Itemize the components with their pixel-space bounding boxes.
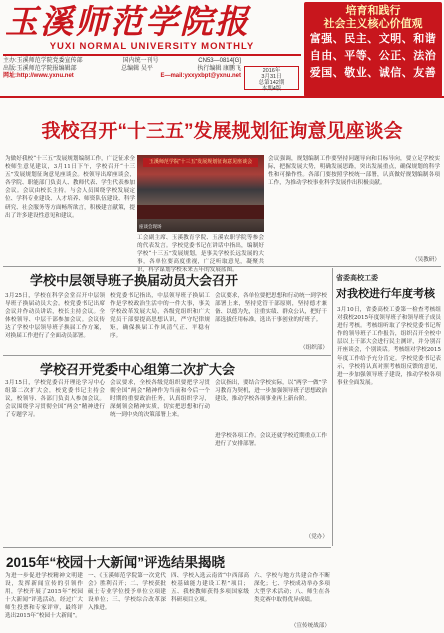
masthead-title: 玉溪师范学院报 [5, 2, 250, 41]
article3-column-2: 会议要求，全校各级党组织要把学习贯彻全国“两会”精神作为当前和今后一个时期的重要政治任务，认真组织学习，深刻领会精神实质，切实把思想和行动统一到中央的决策部署上来。 [110, 380, 210, 419]
issue-date: 3月31日 [261, 74, 282, 80]
article1-column-1: 为做好我校“十三五”发展规划编制工作，广泛征求全校师生意见建议，3月11日下午，学校召开“十三五”发展规划征询意见座谈会。校领导出席座谈会，各学院、职能部门负责人、教师代表、学生代表参加会议。会议由校长主持。与会人员围绕学校发展定位、学科专业建设、人才培养、师资队伍建设、科学研究、社会服务等方面畅所欲言，积极建言献策，提出了许多建设性意见和建议。 [5, 156, 135, 219]
values-title-line2: 社会主义核心价值观 [323, 18, 423, 30]
vertical-divider [332, 268, 333, 546]
article5-headline: 2015年“校园十大新闻”评选结果揭晓 [6, 555, 226, 570]
article1-photo [137, 155, 264, 232]
article5-column-1: 为进一步促进学校精神文明建设，发挥新闻宣传的引领作用，学校开展了2015年“校园十大新闻”评选活动。经过广大师生投票和专家评审，最终评选出2015年“校园十大新闻”。 [5, 573, 83, 620]
serial-number: CN53—0814[G] [198, 58, 241, 64]
article4-subhead: 省委高校工委 [336, 275, 378, 282]
article4-column: 3月10日，省委高校工委第一检查考核组对我校2015年度领导班子和领导班子成员进行考核。考核组听取了学校党委书记所作的领导班子工作报告，组织召开全校中层以上干部大会进行民主测评，并分别召开座谈会，个别谈话。考核组对学校2015年度工作给予充分肯定。学校党委书记表示，学校将认真对照考核组反馈的意见，进一步加强领导班子建设，推动学校各项事业全面发展。 [337, 307, 441, 386]
editorial-label: 出版:玉溪师范学院报编辑部 [3, 65, 77, 72]
article2-column-3: 会议要求，各单位要把思想和行动统一到学校部署上来，坚持党管干部原则，坚持德才兼备、以德为先，注重实绩、群众公认，把好干部选拔任用标准，选出干事创业的好班子。 [215, 293, 327, 324]
website-link[interactable]: 网址:http://www.yxnu.net [3, 73, 74, 79]
article1-photo-desk [137, 205, 264, 219]
article2-headline: 学校中层领导班子换届动员大会召开 [30, 273, 239, 288]
article1-column-2: 工会副主席、玉溪教育学院、玉溪农职学院等参会的代表发言。学校党委书记在讲话中指出，编制好学校“十三五”发展规划，是事关学校长远发展的大事，各单位要高度重视，广泛听取意见，凝聚共识，科学谋划学校未来五年的发展蓝图。 [137, 235, 264, 274]
article2-column-2: 校党委书记指出，中层领导班子换届工作是学校政治生活中的一件大事，事关学校改革发展大局，各级党组织和广大党员干部要提高思想认识，严守纪律规矩，确保换届工作风清气正、平稳有序。 [110, 293, 210, 340]
publisher-label: 主办:玉溪师范学院党委宣传部 [3, 58, 83, 64]
issue-pages: 本期4版 [261, 86, 282, 92]
issue-year: 2016年 [262, 68, 281, 74]
values-row-2: 自由、平等、公正、法治 [309, 50, 437, 62]
issue-total: 总第142期 [258, 80, 285, 86]
article5-column-3: 四、学校入选云南省“中西部高校基础能力建设工程”项目；五、我校教师获得多项国家级科研项目立项。 [171, 573, 249, 604]
article5-author: （宣传统战部） [290, 623, 330, 629]
article3-column-3: 会议指出，要结合学校实际，以“两学一做”学习教育为契机，进一步加强领导班子思想政治建设，推动学校各项事业再上新台阶。 [215, 380, 328, 403]
article5-column-4: 六、学校与地方共建合作不断深化；七、学校成功举办多项大型学术活动；八、师生在各类竞赛中取得优异成绩。 [254, 573, 330, 604]
article5-column-2: 一、《玉溪师范学院第一次党代会》胜利召开；二、学校获批硕士专业学位授予单位立项建设单位；三、学校综合改革深入推进。 [88, 573, 166, 612]
core-values-box [304, 2, 442, 97]
article3-headline: 学校召开党委中心组第二次扩大会 [40, 362, 236, 377]
issue-info-box [244, 66, 299, 90]
publication-info [3, 58, 241, 81]
article1-photo-caption: 座谈会现场 [139, 225, 162, 230]
values-row-3: 爱国、敬业、诚信、友善 [309, 67, 437, 79]
masthead-rule [3, 54, 301, 56]
serial-label: 国内统一刊号 [122, 58, 159, 64]
article1-author: （吴教研） [412, 257, 440, 263]
values-row-1: 富强、民主、文明、和谐 [309, 33, 437, 45]
article3-column-4: 进学校各项工作。会议还就学校近期重点工作进行了安排部署。 [215, 433, 327, 448]
article2-column-1: 3月25日，学校在科学会堂召开中层领导班子换届动员大会。校党委书记出席会议并作动员讲话，校长主持会议。全体校领导、中层干部参加会议。会议传达了学校中层领导班子换届工作方案，对换届工作进行了全面动员部署。 [5, 293, 105, 340]
executive-editor: 执行编辑 康鹏飞 [197, 65, 241, 72]
article3-author: （党办） [305, 534, 328, 540]
article1-photo-banner: 玉溪师范学院“十三五”发展规划征询意见座谈会 [143, 158, 258, 167]
article4-headline: 对我校进行年度考核 [336, 288, 435, 300]
masthead-english-subtitle: YUXI NORMAL UNIVERSITY MONTHLY [49, 41, 255, 52]
email-link[interactable]: E—mail:yxxyxbpt@yxnu.net [160, 73, 241, 79]
article3-column-1: 3月15日，学校党委召开理论学习中心组第二次扩大会，校党委书记主持会议，校领导、各部门负责人参加会议。会议围绕学习贯彻全国“两会”精神进行了专题学习。 [5, 380, 105, 419]
article2-author: （组织部） [300, 345, 328, 351]
header-divider [0, 96, 444, 98]
values-title-line1: 培育和践行 [345, 5, 401, 17]
article1-column-3: 会议强调，规划编制工作要坚持问题导向和目标导向，要立足学校实际，把握发展大势，明确发展思路，突出发展重点，确保规划的科学性和可操作性。各部门要按照学校统一部署，认真做好规划编制各项工作，为推动学校事业科学发展作出积极贡献。 [268, 156, 440, 187]
chief-editor: 总编辑 吴平 [121, 65, 153, 72]
article3-column-1b [5, 430, 105, 540]
article1-headline: 我校召开“十三五”发展规划征询意见座谈会 [41, 121, 403, 142]
divider-2 [3, 355, 331, 356]
divider-3 [3, 547, 331, 548]
divider-1 [3, 266, 441, 267]
